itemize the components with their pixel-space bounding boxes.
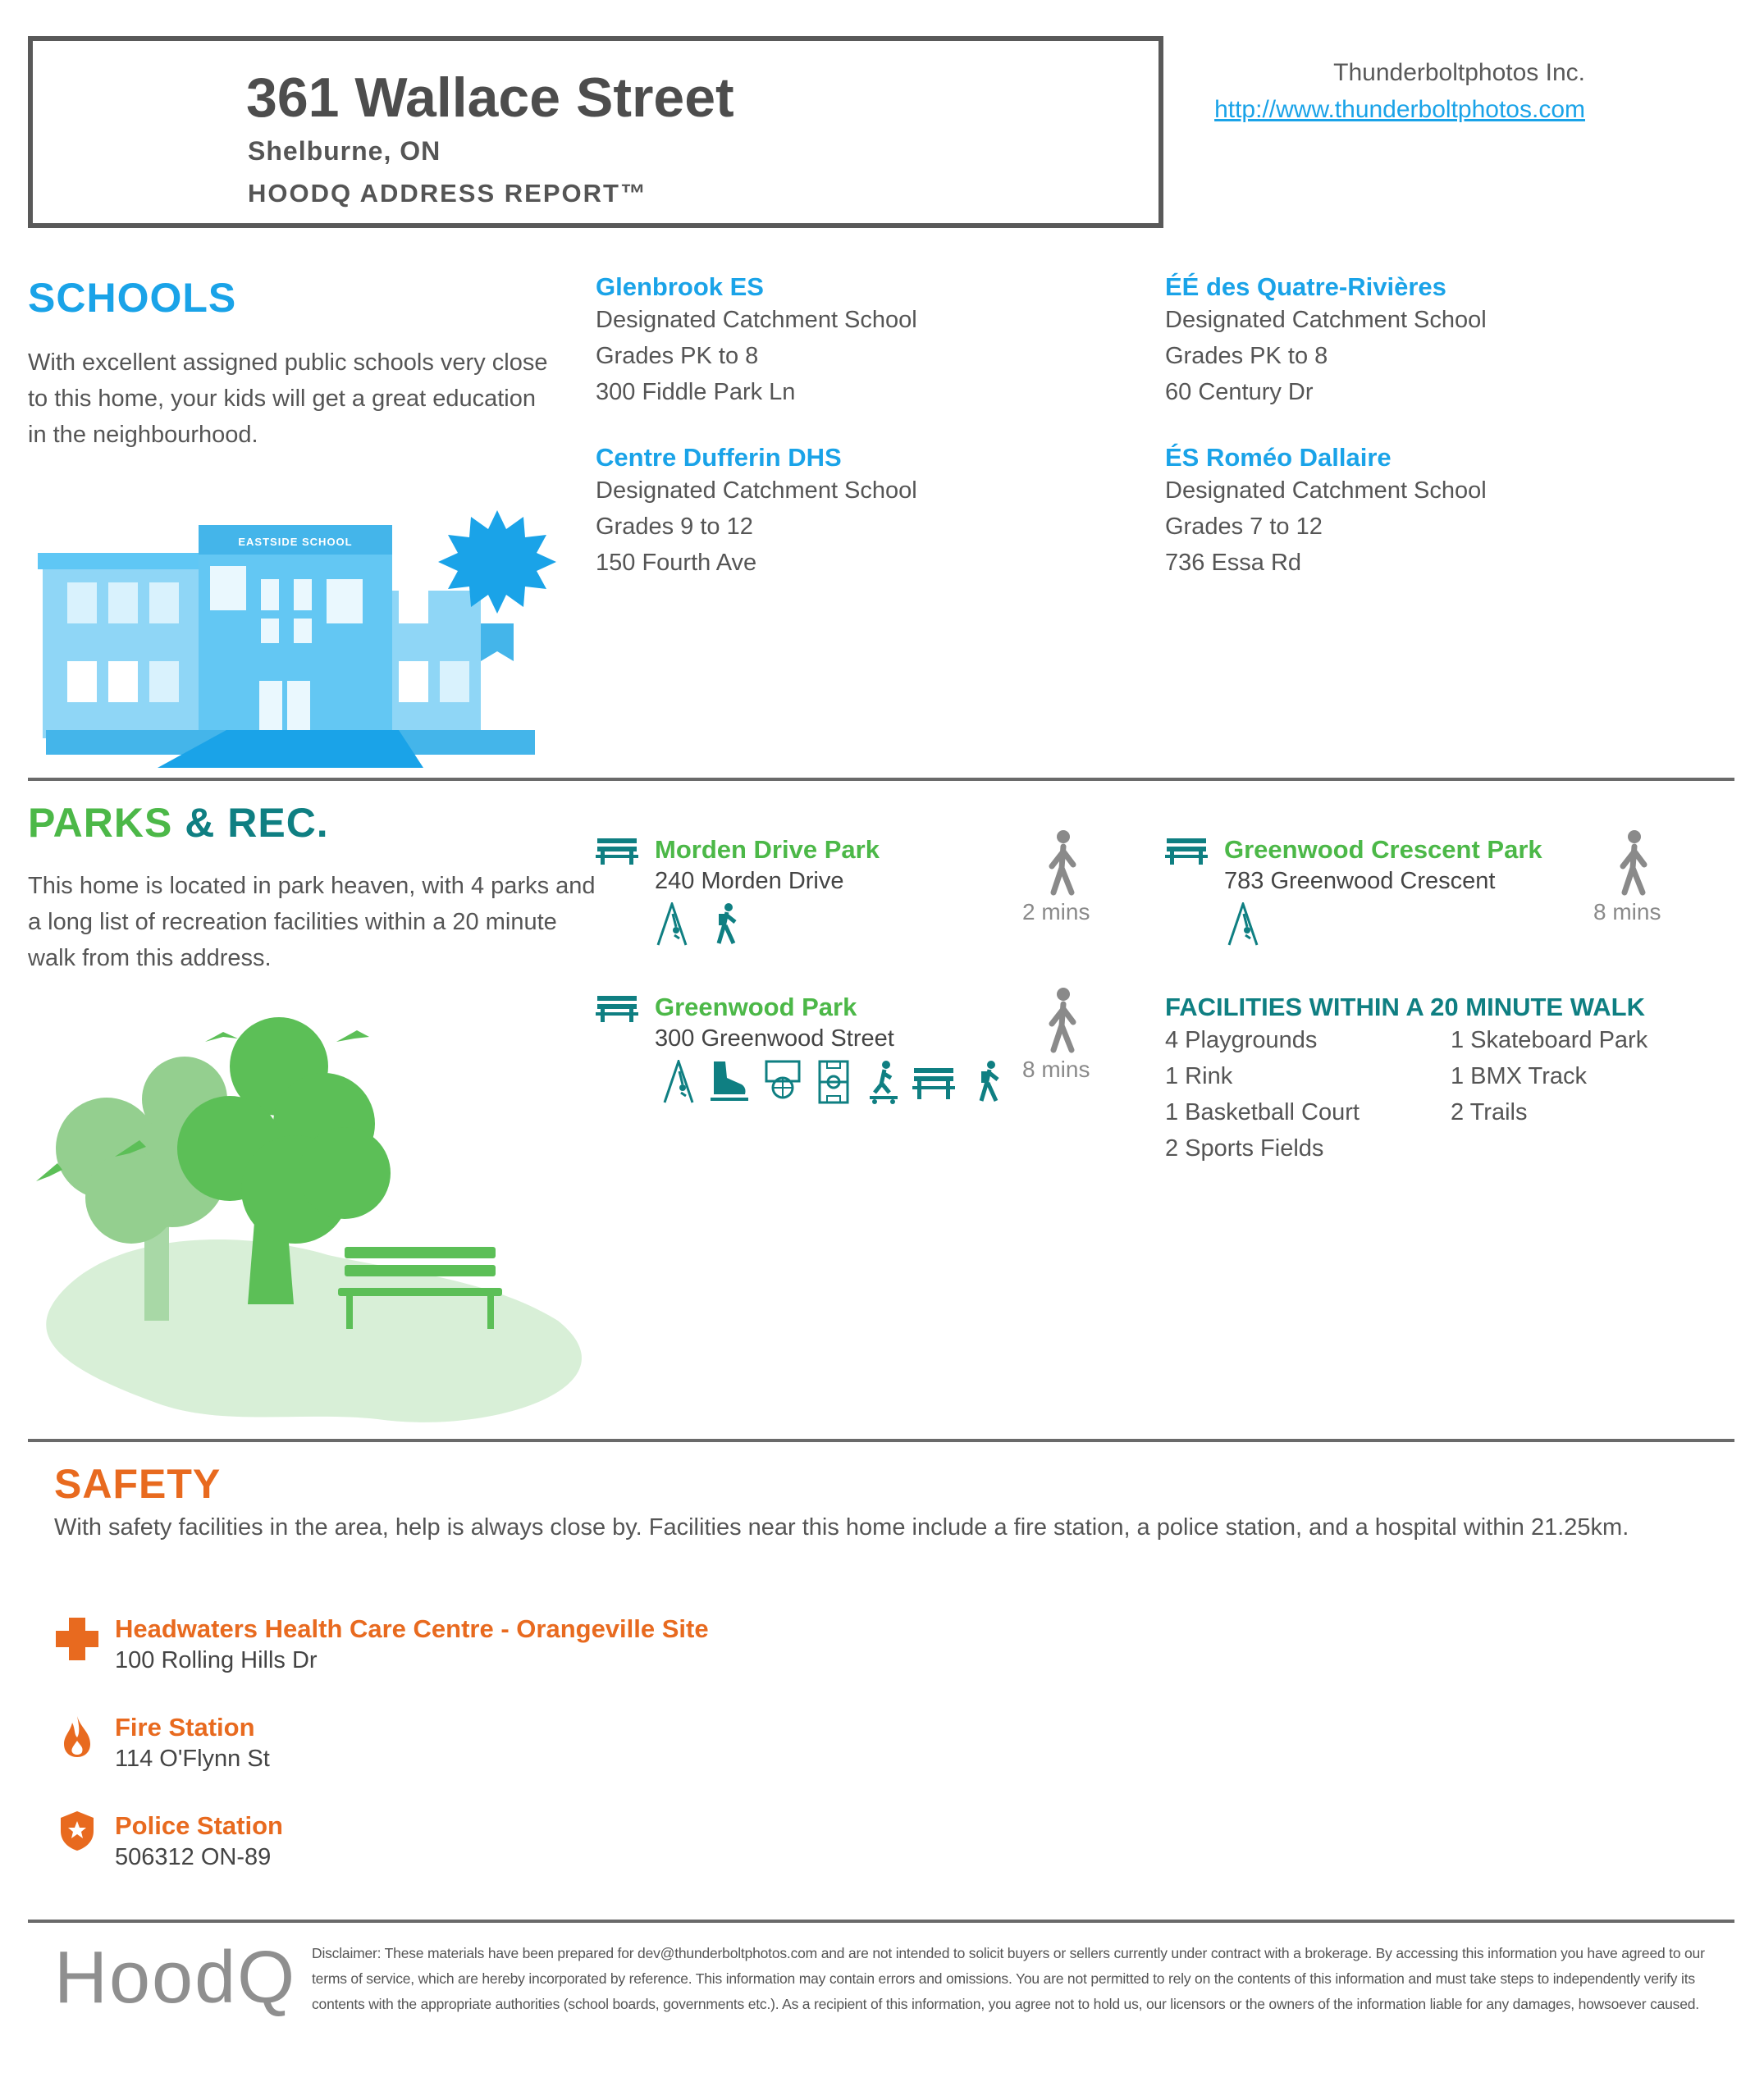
trail-icon — [711, 902, 745, 947]
school-sign-text: EASTSIDE SCHOOL — [238, 536, 353, 548]
address-city: Shelburne, ON — [248, 136, 441, 166]
basketball-icon — [763, 1060, 802, 1104]
safety-facility-address: 114 O'Flynn St — [115, 1746, 270, 1772]
section-divider — [28, 1439, 1734, 1442]
safety-facility-name[interactable]: Headwaters Health Care Centre - Orangeville Site — [115, 1614, 709, 1643]
school-address: 60 Century Dr — [1165, 379, 1314, 405]
walking-person-icon — [1044, 830, 1083, 896]
walk-time: 8 mins — [1022, 1057, 1090, 1082]
park-amenities — [661, 1060, 1006, 1106]
school-grades: Grades PK to 8 — [1165, 343, 1328, 369]
police-badge-icon — [59, 1810, 95, 1852]
safety-facility-name[interactable]: Police Station — [115, 1811, 283, 1840]
parks-title — [28, 799, 329, 847]
section-divider — [28, 1920, 1734, 1923]
hoodq-logo: HoodQ — [54, 1937, 297, 2019]
park-address: 300 Greenwood Street — [655, 1025, 894, 1052]
school-name[interactable]: Glenbrook ES — [596, 272, 764, 301]
trail-icon — [973, 1060, 1008, 1104]
school-name[interactable]: ÉÉ des Quatre-Rivières — [1165, 272, 1446, 301]
school-address: 300 Fiddle Park Ln — [596, 379, 796, 405]
school-card — [596, 272, 917, 410]
facilities-title: FACILITIES WITHIN A 20 MINUTE WALK — [1165, 993, 1645, 1021]
fire-icon — [62, 1714, 92, 1759]
park-name[interactable]: Greenwood Crescent Park — [1224, 835, 1542, 864]
school-grades: Grades PK to 8 — [596, 343, 759, 369]
facility-item: 1 Skateboard Park — [1451, 1027, 1648, 1053]
safety-facility-address: 506312 ON-89 — [115, 1844, 272, 1870]
playground-icon — [661, 1060, 696, 1104]
parks-description: This home is located in park heaven, with 4 parks and a long list of recreation facilities within a 20 minute walk from this address. — [28, 873, 596, 971]
school-type: Designated Catchment School — [1165, 477, 1487, 504]
facility-item: 4 Playgrounds — [1165, 1027, 1318, 1053]
facility-item: 1 BMX Track — [1451, 1063, 1587, 1089]
school-type: Designated Catchment School — [1165, 307, 1487, 333]
playground-icon — [1226, 902, 1260, 947]
facilities-list-col1 — [1165, 1022, 1360, 1166]
park-amenities — [655, 902, 753, 948]
park-name[interactable]: Morden Drive Park — [655, 835, 880, 864]
hospital-cross-icon — [54, 1616, 100, 1662]
company-name: Thunderboltphotos Inc. — [1333, 59, 1585, 86]
bench-icon — [1165, 837, 1208, 866]
facility-item: 1 Basketball Court — [1165, 1099, 1360, 1125]
park-name[interactable]: Greenwood Park — [655, 993, 857, 1021]
school-grades: Grades 7 to 12 — [1165, 514, 1323, 540]
parks-title-part1: PARKS — [28, 800, 173, 846]
schools-description: With excellent assigned public schools very close to this home, your kids will get a great education in the neighbourhood. — [28, 349, 548, 448]
school-type: Designated Catchment School — [596, 307, 917, 333]
safety-facility-name[interactable]: Fire Station — [115, 1713, 255, 1742]
school-address: 736 Essa Rd — [1165, 550, 1302, 576]
facility-item: 2 Trails — [1451, 1099, 1528, 1125]
park-illustration — [33, 1009, 599, 1427]
park-amenities — [1226, 902, 1275, 948]
address-title: 361 Wallace Street — [246, 66, 734, 129]
school-card — [1165, 443, 1487, 581]
safety-facility-address: 100 Rolling Hills Dr — [115, 1647, 318, 1673]
school-type: Designated Catchment School — [596, 477, 917, 504]
walk-time: 8 mins — [1593, 899, 1661, 924]
report-title: HOODQ ADDRESS REPORT™ — [248, 179, 647, 208]
safety-title: SAFETY — [54, 1461, 222, 1507]
park-address: 783 Greenwood Crescent — [1224, 868, 1496, 894]
school-name[interactable]: ÉS Roméo Dallaire — [1165, 443, 1392, 472]
school-card — [596, 443, 917, 581]
section-divider — [28, 778, 1734, 781]
facilities-list-col2 — [1451, 1022, 1647, 1130]
sports-field-icon — [817, 1060, 850, 1104]
parks-title-part2: & REC. — [185, 800, 329, 846]
bench-icon — [912, 1060, 955, 1104]
school-name[interactable]: Centre Dufferin DHS — [596, 443, 842, 472]
disclaimer-text: Disclaimer: These materials have been prepared for dev@thunderboltphotos.com and are not intended to solicit buyers or sellers currently under contract with a brokerage. By accessing this information you have agreed to our terms of service, which are hereby incorporated by reference. This information may contain errors and omissions. You are not permitted to rely on the contents of this information and must take steps to independently verify its contents with the appropriate authorities (school boards, governments etc.). As a recipient of this information, you agree not to hold us, our licensors or the owners of the information liable for any damages, howsoever caused. — [312, 1945, 1705, 2012]
walking-person-icon — [1615, 830, 1654, 896]
skate-icon — [709, 1060, 750, 1104]
company-link[interactable]: http://www.thunderboltphotos.com — [1214, 96, 1585, 123]
facility-item: 2 Sports Fields — [1165, 1135, 1324, 1162]
bench-icon — [596, 994, 638, 1024]
safety-description: With safety facilities in the area, help is always close by. Facilities near this home include a fire station, a police station, and a hospital within 21.25km. — [54, 1514, 1629, 1541]
school-address: 150 Fourth Ave — [596, 550, 757, 576]
walk-time: 2 mins — [1022, 899, 1090, 924]
facility-item: 1 Rink — [1165, 1063, 1233, 1089]
school-card — [1165, 272, 1487, 410]
park-address: 240 Morden Drive — [655, 868, 844, 894]
playground-icon — [655, 902, 689, 947]
school-grades: Grades 9 to 12 — [596, 514, 753, 540]
skateboard-icon — [866, 1060, 901, 1104]
schools-title: SCHOOLS — [28, 275, 237, 321]
bench-icon — [596, 837, 638, 866]
school-building-illustration — [38, 500, 563, 771]
walking-person-icon — [1044, 988, 1083, 1053]
